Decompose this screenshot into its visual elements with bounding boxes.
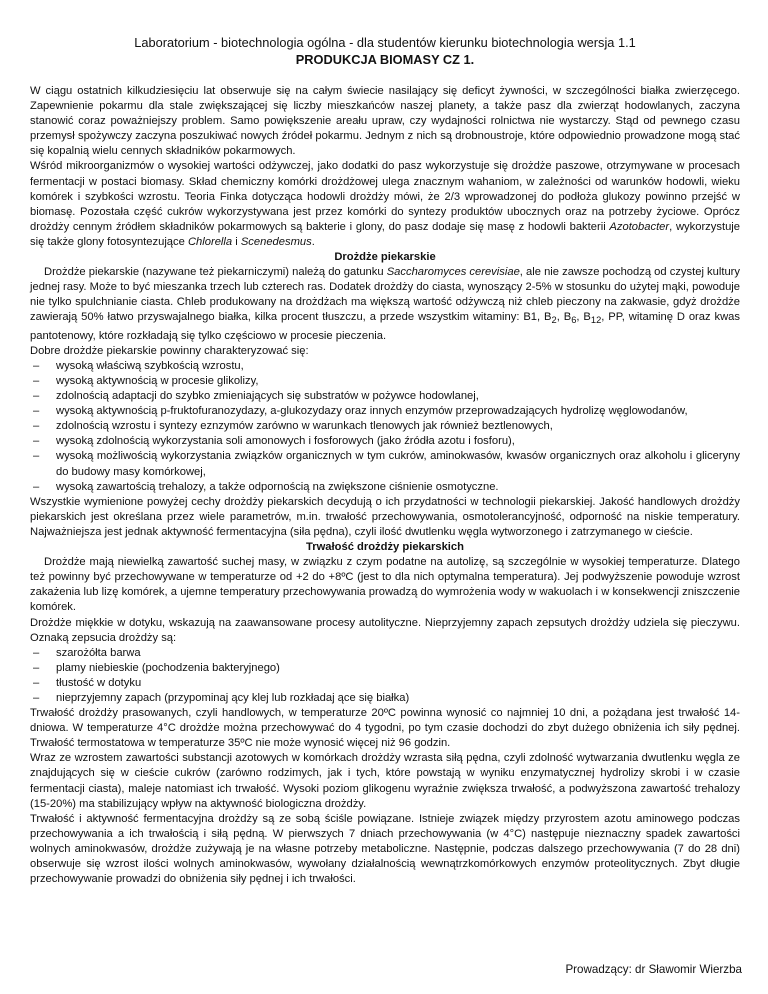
subscript-12: 12 [590, 315, 602, 326]
intro-paragraph-1: W ciągu ostatnich kilkudziesięciu lat obserwuje się na całym świecie nasilający się deficyt żywności, w szczególności białka zwierzęcego. Zapewnienie pokarmu dla stale zwiększającej się liczby mieszkańców naszej planety, a także pasz dla zwierząt hodowlanych, zaczyna stanowić coraz poważniejszy problem. Samo powiększenie areału upraw, czy wydajności rolnictwa nie wystarczy. Stąd od pewnego czasu przemysł spożywczy zaczyna poszukiwać nowych źródeł pokarmu. Jednym z nich są drobnoustroje, które odpowiednio prowadzone mogą stać się kopalnią wielu cennych składników pokarmowych. [30, 85, 740, 158]
section2-paragraph-3: Trwałość drożdży prasowanych, czyli handlowych, w temperaturze 20ºC powinna wynosić co najmniej 10 dni, a pożądana jest trwałość 14-dniowa. W temperaturze 4°C drożdże można przechowywać do 4 tygodni, po tym czasie dochodzi do zbyt dużego obniżenia ich siły pędnej. Trwałość termostatowa w temperaturze 35ºC nie może wynosić więcej niż 96 godzin. [30, 707, 740, 750]
section2-paragraph-5: Trwałość i aktywność fermentacyjna drożdży są ze sobą ściśle powiązane. Istnieje związek między przyrostem azotu aminowego podczas przechowywania a ich trwałością i siłą pędną. W pierwszych 7 dniach przechowywania (w 4°C) następuje nieznaczny spadek zawartości wolnych aminokwasów, drożdże zużywają je na własne potrzeby metaboliczne. Następnie, podczas dalszego przechowywania (7 do 28 dni) obserwuje się wzrost ilości wolnych aminokwasów, wywołany działalnością wewnątrzkomórkowych enzymów proteolitycznych. Zbyt długie przechowywanie prowadzi do obniżenia siły pędnej i ich trwałości. [30, 812, 740, 886]
section1-paragraph-after-list: Wszystkie wymienione powyżej cechy drożdży piekarskich decydują o ich przydatności w technologii piekarskiej. Jakość handlowych drożdży piekarskich jest określana przez wiele parametrów, m.in. trwałość przechowywania, osmotolerancyjność, odporność na niskie temperatury. Najważniejsza jest jednak aktywność fermentacyjna (siła pędna), czyli ilość dwutlenku węgla wytworzonego i zatrzymanego w cieście. [30, 495, 740, 538]
s1-p1-c: , B [556, 311, 572, 324]
intro-p2-main: Wśród mikroorganizmów o wysokiej wartości odżywczej, jako dodatki do pasz wykorzystuje się drożdże paszowe, otrzymywane w procesach fermentacji w postaci biomasy. Skład chemiczny komórki drożdżowej ulega znacznym wahaniom, w zależności od warunków hodowli, wieku komórek i szybkości wzrostu. Teoria Finka dotycząca hodowli drożdży mówi, że 2/3 wprowadzonej do podłoża glukozy powinno przejść w biomasę. Pozostała część cukrów wykorzystywana jest przez komórki do syntezy produktów ubocznych oraz na potrzeby życiowe. Oprócz drożdży cennym źródłem składników pokarmowych są bakterie i glony, do pasz dodaje się masę z hodowli bakterii [30, 160, 740, 233]
list-item: – zdolnością adaptacji do szybko zmieniających się substratów w pożywce hodowlanej, [30, 389, 740, 404]
spacer [30, 68, 740, 84]
intro-paragraph-2 [30, 159, 740, 250]
list-item: – wysoką właściwą szybkością wzrostu, [30, 359, 740, 374]
yeast-characteristics-list [30, 359, 740, 495]
section1-paragraph-1 [30, 265, 740, 344]
genus-azotobacter: Azotobacter [609, 220, 670, 233]
list-item: – nieprzyjemny zapach (przypominaj ący klej lub rozkładaj ące się białka) [30, 691, 740, 706]
intro-p2-and: i [232, 235, 241, 248]
section2-paragraph-1: Drożdże mają niewielką zawartość suchej masy, w związku z czym podatne na autolizę, są szczególnie w wysokiej temperaturze. Dlatego też powinny być przechowywane w temperaturze od +2 do +8ºC (jest to dla nich optymalna temperatura). Jej podwyższenie powoduje wzrost zakażenia lub lizę komórek, a ujemne temperatury przechowywania prowadzą do wymrożenia wody w wakuolach i w konsekwencji zniszczenie komórek. [30, 556, 740, 614]
list-item: – tłustość w dotyku [30, 676, 740, 691]
document-body [30, 84, 740, 887]
list-item: – wysoką aktywnością w procesie glikolizy, [30, 374, 740, 389]
document-page [30, 34, 740, 887]
spoilage-signs-list [30, 646, 740, 706]
section2-paragraph-2: Drożdże miękkie w dotyku, wskazują na zaawansowane procesy autolityczne. Nieprzyjemny zapach zepsutych drożdży udziela się pieczywu. Oznaką zepsucia drożdży są: [30, 616, 740, 644]
section-heading-trwalosc: Trwałość drożdży piekarskich [306, 541, 464, 554]
intro-p2-end: . [311, 235, 315, 248]
subscript-6: 6 [571, 315, 577, 326]
document-subtitle: PRODUKCJA BIOMASY CZ 1. [295, 52, 475, 67]
s1-p1-d: , B [576, 311, 591, 324]
section1-list-intro: Dobre drożdże piekarskie powinny charakteryzować się: [30, 344, 309, 357]
s1-p1-e: , PP, witaminę D oraz kwas pantotenowy, które rozkładają się tylko częściowo w procesie pieczenia. [30, 311, 740, 342]
document-title: Laboratorium - biotechnologia ogólna - dla studentów kierunku biotechnologia wersja 1.1 [134, 35, 636, 50]
list-item: – wysoką aktywnością p-fruktofuranozydazy, a-glukozydazy oraz innych enzymów przeprowadzających hydrolizę węglowodanów, [30, 404, 740, 419]
list-item: – zdolnością wzrostu i syntezy eznzymów zarówno w warunkach tlenowych jak również beztlenowych, [30, 419, 740, 434]
list-item: – plamy niebieskie (pochodzenia bakteryjnego) [30, 661, 740, 676]
list-item: – wysoką możliwością wykorzystania związków organicznych w tym cukrów, aminokwasów, kwasów organicznych oraz alkoholu i gliceryny do budowy masy komórkowej, [30, 449, 740, 479]
s1-p1-b: , ale nie zawsze pochodzą od czystej kultury jednej rasy. Może to być mieszanka trzech lub czterech ras. Dodatek drożdży do ciasta, wynoszący 2-5% w stosunku do użytej mąki, powoduje nie tylko spulchnianie ciasta. Chleb produkowany na drożdżach ma większą wartość odżywczą niż chleb pieczony na zakwasie, gdyż drożdże zawierają 50% łatwo przyswajalnego białka, kilka procent tłuszczu, a przede wszystkim witaminy: B1, B [30, 266, 740, 324]
genus-scenedesmus: Scenedesmus [240, 235, 312, 248]
list-item: – wysoką zdolnością wykorzystania soli amonowych i fosforowych (jako źródła azotu i fosforu), [30, 434, 740, 449]
list-item: – wysoką zawartością trehalozy, a także odpornością na zwiększone ciśnienie osmotyczne. [30, 480, 740, 495]
section2-paragraph-4: Wraz ze wzrostem zawartości substancji azotowych w komórkach drożdży wzrasta siłą pędna, czyli zdolność wytwarzania dwutlenku węgla ze znajdujących się w cieście cukrów (zarówno rodzimych, jak i tych, które powstają w wyniku enzymatycznej hydrolizy skrobi i w czasie fermentacji ciasta), maleje natomiast ich trwałość. Wysoki poziom glikogenu wyraźnie zwiększa trwałość, a podwyższona zawartość trehalozy (15-20%) ma stabilizujący wpływ na aktywność biologiczna drożdży. [30, 752, 740, 810]
species-saccharomyces: Saccharomyces cerevisiae [386, 266, 520, 279]
intro-p2-mid: , wykorzystuje się także glony fotosyntezujące [30, 220, 741, 248]
s1-p1-a: Drożdże piekarskie (nazywane też piekarniczymi) należą do gatunku [44, 266, 387, 279]
section-heading-drozdze-piekarskie: Drożdże piekarskie [334, 251, 436, 264]
genus-chlorella: Chlorella [187, 235, 233, 248]
footer-author: Prowadzący: dr Sławomir Wierzba [565, 963, 742, 976]
list-item: – szarożółta barwa [30, 646, 740, 661]
subscript-2: 2 [551, 315, 557, 326]
